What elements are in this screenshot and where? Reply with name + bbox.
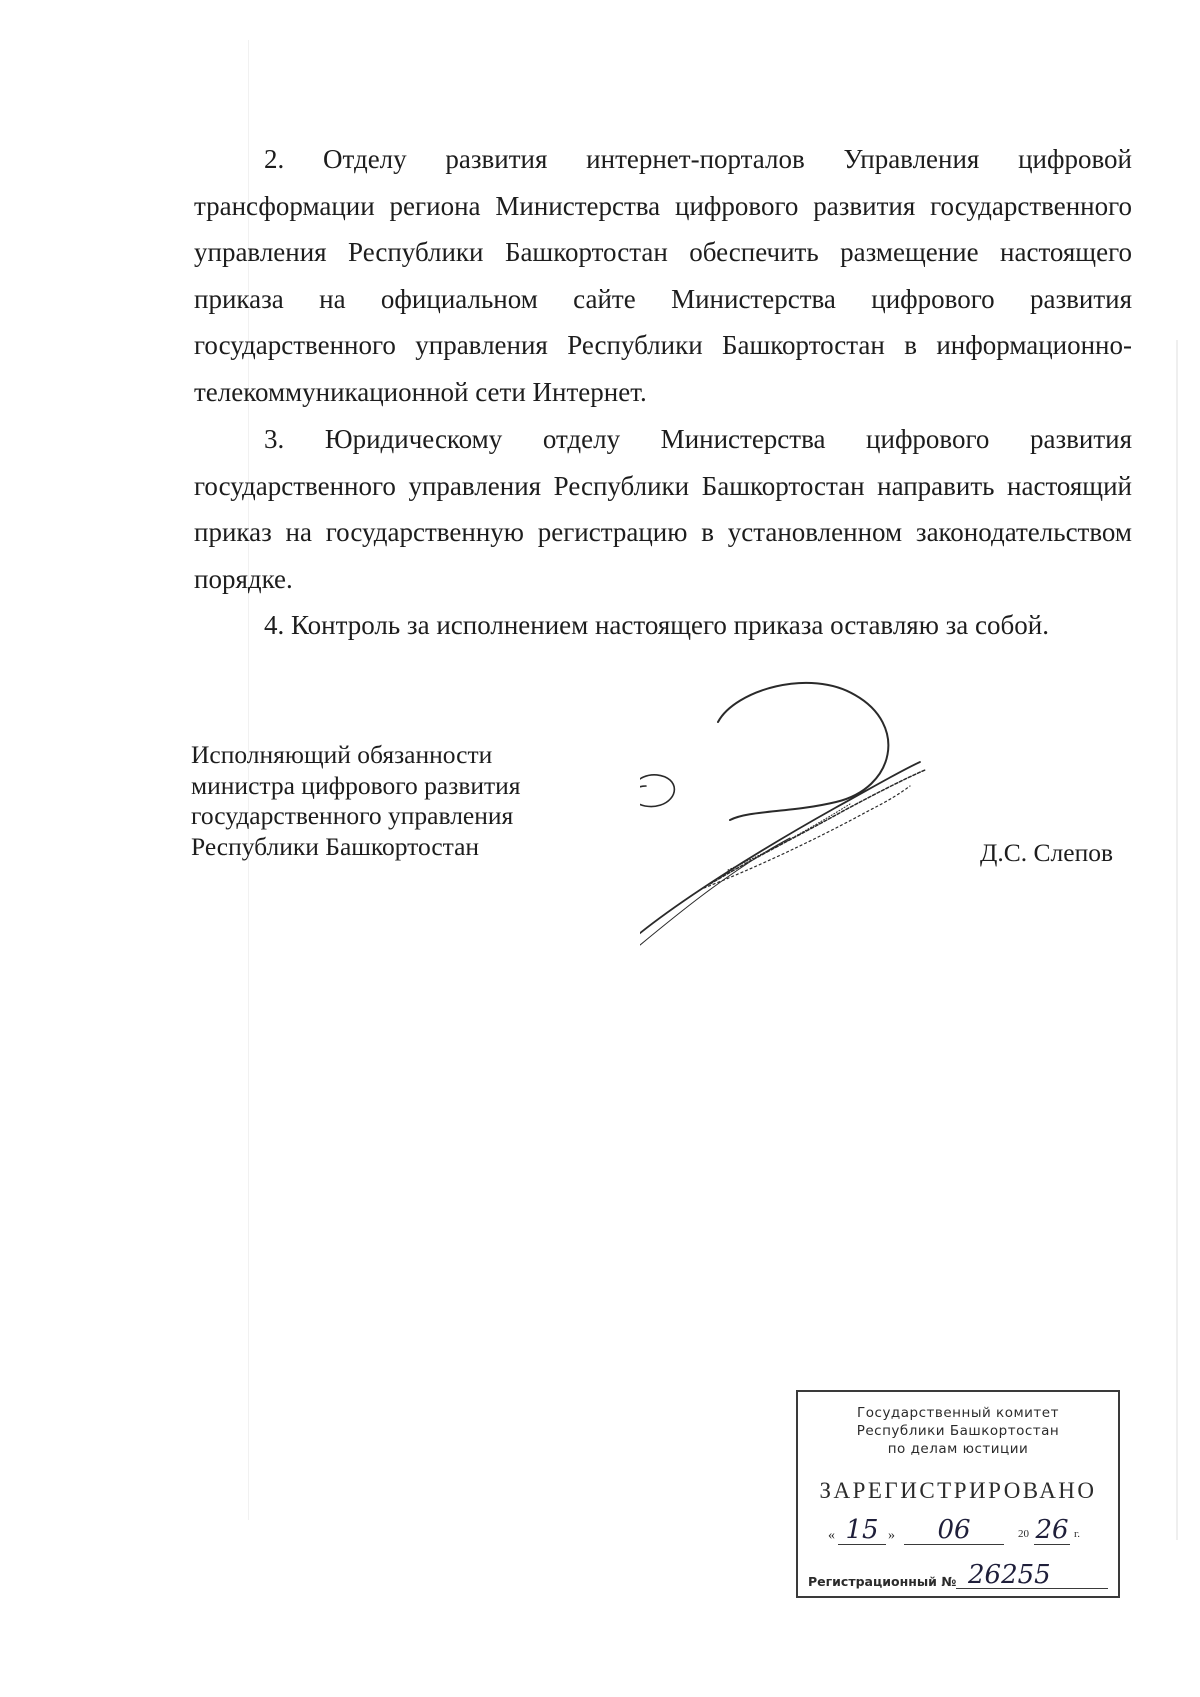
- stamp-year-mark: г.: [1074, 1528, 1081, 1540]
- paragraph-number: 4.: [264, 610, 285, 640]
- registration-stamp: [796, 1390, 1120, 1598]
- stamp-year-field: [1034, 1516, 1070, 1545]
- stamp-open-quote: «: [828, 1528, 835, 1543]
- paragraph-number: 2.: [264, 144, 285, 174]
- stamp-org-line: Республики Башкортостан: [856, 1423, 1060, 1439]
- signer-title-line: Республики Башкортостан: [191, 831, 480, 861]
- scan-artifact: [1176, 340, 1178, 1540]
- stamp-org-line: по делам юстиции: [887, 1441, 1029, 1457]
- stamp-reg-label: Регистрационный №: [808, 1574, 957, 1589]
- stamp-reg-number: 26255: [968, 1560, 1051, 1590]
- stamp-close-quote: »: [888, 1528, 895, 1543]
- stamp-month: 06: [937, 1515, 971, 1545]
- stamp-status: ЗАРЕГИСТРИРОВАНО: [819, 1478, 1097, 1503]
- paragraph-number: 3.: [264, 424, 285, 454]
- paragraph-2: [194, 136, 1132, 415]
- signer-title-line: Исполняющий обязанности: [191, 740, 493, 769]
- signer-name: Д.С. Слепов: [980, 838, 1114, 867]
- signer-title-line: министра цифрового развития: [191, 770, 521, 800]
- signer-title-line: государственного управления: [191, 801, 514, 830]
- handwritten-signature: [640, 670, 960, 960]
- paragraph-text: Юридическому отделу Министерства цифрового развития государственного управления Республики Башкортостан направить настоящий приказ на государственную регистрацию в установленном законодательством порядке.: [194, 424, 1132, 594]
- stamp-month-field: [904, 1516, 1004, 1545]
- stamp-year-prefix: 20: [1018, 1528, 1029, 1540]
- stamp-day: 15: [845, 1515, 879, 1545]
- stamp-year: 26: [1035, 1515, 1069, 1545]
- stamp-registration-row: [808, 1562, 1108, 1592]
- paragraph-4: [194, 602, 1132, 649]
- paragraph-3: [194, 416, 1132, 602]
- stamp-org-line: Государственный комитет: [857, 1405, 1059, 1421]
- paragraph-text: Отделу развития интернет-порталов Управления цифровой трансформации региона Министерства цифрового развития государственного управления Республики Башкортостан обеспечить размещение настоящего приказа на официальном сайте Министерства цифрового развития государственного управления Республики Башкортостан в информационно-телекоммуникационной сети Интернет.: [194, 144, 1133, 407]
- stamp-day-field: [838, 1516, 886, 1545]
- stamp-reg-field: [956, 1562, 1108, 1589]
- paragraph-text: Контроль за исполнением настоящего приказа оставляю за собой.: [291, 610, 1049, 640]
- stamp-date: [828, 1516, 1108, 1550]
- signer-title: [191, 740, 611, 862]
- stamp-organization: [798, 1404, 1118, 1458]
